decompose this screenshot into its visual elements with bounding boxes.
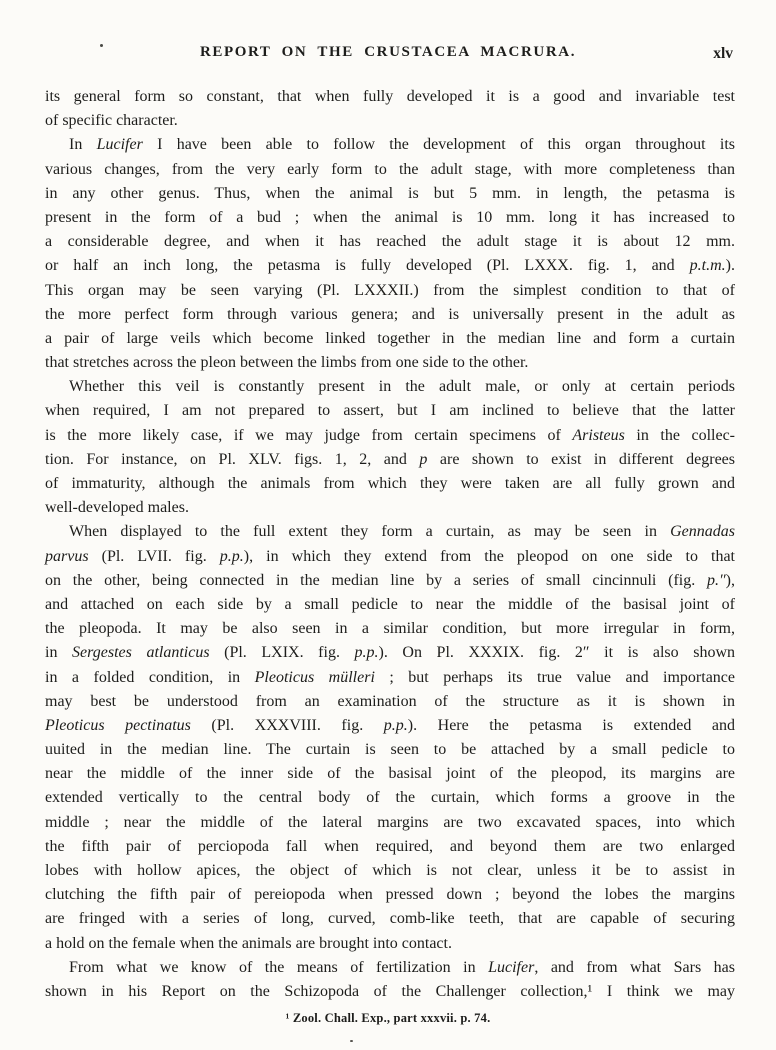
text-line [45, 472, 735, 496]
text-segment: extended vertically to the central body of the curtain, which forms a groove in the [45, 789, 735, 807]
text-segment: ; but perhaps its true value and importance [374, 668, 735, 686]
italic-text: Lucifer [96, 136, 143, 154]
text-segment: When displayed to the full extent they form a curtain, as may be seen in [69, 523, 671, 541]
italic-text: Gennadas [670, 523, 735, 541]
italic-text: p.p. [219, 547, 244, 565]
text-segment: ). [725, 257, 735, 275]
text-line [45, 254, 735, 278]
text-segment: in a folded condition, in [45, 668, 255, 686]
text-line [45, 690, 735, 714]
italic-text: p.p. [354, 644, 379, 662]
text-segment: Whether this veil is constantly present in the adult male, or only at certain periods [69, 378, 735, 396]
text-line [45, 303, 735, 327]
paragraph [45, 520, 735, 955]
text-line [45, 932, 735, 956]
text-segment: is the more likely case, if we may judge from certain specimens of [45, 426, 573, 444]
text-segment: of specific character. [45, 112, 178, 130]
text-line [45, 182, 735, 206]
text-segment: that stretches across the pleon between the limbs from one side to the other. [45, 354, 529, 372]
text-line [45, 109, 735, 133]
italic-text: p [419, 450, 428, 468]
text-segment: the pleopoda. It may be also seen in a similar condition, but more irregular in form, [45, 620, 735, 638]
text-segment: in [45, 644, 73, 662]
text-line [45, 835, 735, 859]
paragraph [45, 375, 735, 520]
text-segment: ), [725, 571, 735, 589]
text-segment: of immaturity, although the animals from which they were taken are all fully grown and [45, 475, 735, 492]
running-title: REPORT ON THE CRUSTACEA MACRURA. [199, 44, 577, 60]
text-line [45, 351, 735, 375]
text-segment: in any other genus. Thus, when the animal is but 5 mm. in length, the petasma is [45, 184, 735, 202]
text-segment: uuited in the median line. The curtain is seen to be attached by a small pedicle to [45, 741, 735, 759]
text-line [45, 714, 735, 738]
text-segment: a pair of large veils which become linked together in the median line and form a curtain [45, 329, 735, 347]
text-segment: may best be understood from an examination of the structure as it is shown in [45, 692, 735, 710]
text-line [45, 158, 735, 182]
text-segment: From what we know of the means of fertilization in [69, 958, 489, 976]
text-segment: and attached on each side by a small pedicle to near the middle of the basisal joint of [45, 595, 735, 613]
text-line [45, 327, 735, 351]
text-segment: (Pl. LXIX. fig. [209, 644, 355, 662]
text-segment: shown in his Report on the Schizopoda of the Challenger collection,¹ I think we may [45, 982, 735, 1000]
text-line [45, 569, 735, 593]
text-segment: (Pl. XXXVIII. fig. [190, 716, 384, 734]
text-line [45, 133, 735, 157]
text-segment: the more perfect form through various genera; and is universally present in the adult as [45, 305, 735, 323]
text-line [45, 424, 735, 448]
text-line [45, 811, 735, 835]
paragraph [45, 956, 735, 1004]
italic-text: Aristeus [572, 426, 625, 444]
page-header [0, 44, 776, 66]
italic-text: p.″ [707, 571, 726, 589]
text-segment: on the other, being connected in the median line by a series of small cincinnuli (fig. [45, 571, 707, 589]
text-line [45, 762, 735, 786]
italic-text: p.t.m. [689, 257, 726, 275]
text-line [45, 980, 735, 1004]
text-line [45, 496, 735, 520]
text-line [45, 738, 735, 762]
text-segment: tion. For instance, on Pl. XLV. figs. 1, 2, and [45, 450, 420, 468]
text-line [45, 907, 735, 931]
text-segment: in the collec- [624, 426, 736, 444]
text-segment: lobes with hollow apices, the object of which is not clear, unless it be to assist in [45, 862, 735, 879]
text-line [45, 666, 735, 690]
text-segment: , and from what Sars has [534, 958, 736, 976]
italic-text: parvus [45, 547, 89, 565]
text-segment: ), in which they extend from the pleopod on one side to that [243, 547, 735, 565]
text-line [45, 883, 735, 907]
italic-text: Sergestes atlanticus [72, 644, 210, 662]
italic-text: Pleoticus mülleri [254, 668, 375, 686]
paragraph [45, 85, 735, 133]
scan-artifact-dot [350, 1040, 353, 1042]
text-segment: or half an inch long, the petasma is fully developed (Pl. LXXX. fig. 1, and [45, 257, 690, 275]
text-line [45, 399, 735, 423]
page-number: xlv [713, 45, 733, 62]
italic-text: Pleoticus pectinatus [45, 716, 191, 734]
text-segment: are fringed with a series of long, curved, comb-like teeth, that are capable of securing [45, 910, 735, 928]
text-line [45, 956, 735, 980]
text-segment: a considerable degree, and when it has reached the adult stage it is about 12 mm. [45, 233, 735, 251]
text-segment: (Pl. LVII. fig. [88, 547, 220, 565]
text-segment: clutching the fifth pair of pereiopoda when pressed down ; beyond the lobes the margins [45, 886, 735, 904]
text-line [45, 206, 735, 230]
text-segment: middle ; near the middle of the lateral margins are two excavated spaces, into which [45, 813, 735, 831]
text-segment: present in the form of a bud ; when the animal is 10 mm. long it has increased to [45, 208, 735, 226]
text-segment: a hold on the female when the animals are brought into contact. [45, 934, 452, 952]
text-segment: near the middle of the inner side of the basisal joint of the pleopod, its margins are [45, 765, 735, 783]
text-line [45, 617, 735, 641]
text-line [45, 279, 735, 303]
text-segment: are shown to exist in different degrees [427, 450, 735, 468]
text-line [45, 859, 735, 883]
text-line [45, 520, 735, 544]
text-segment: the fifth pair of perciopoda fall when required, and beyond them are two enlarged [45, 837, 735, 855]
text-line [45, 85, 735, 109]
page-body [45, 85, 735, 1004]
text-segment: I have been able to follow the development of this organ throughout its [142, 136, 736, 154]
text-segment: This organ may be seen varying (Pl. LXXXII.) from the simplest condition to that of [45, 281, 735, 299]
text-line [45, 786, 735, 810]
text-segment: when required, I am not prepared to assert, but I am inclined to believe that the latter [45, 402, 735, 420]
italic-text: Lucifer [488, 958, 535, 976]
text-segment: its general form so constant, that when fully developed it is a good and invariable test [45, 88, 735, 105]
text-line [45, 641, 735, 665]
italic-text: p.p. [383, 716, 408, 734]
text-line [45, 545, 735, 569]
text-line [45, 448, 735, 472]
text-segment: ). On Pl. XXXIX. fig. 2″ it is also shown [378, 644, 736, 662]
text-segment: In [69, 136, 97, 154]
text-segment: various changes, from the very early form to the adult stage, with more completeness than [45, 160, 735, 178]
text-segment: ). Here the petasma is extended and [407, 716, 736, 734]
text-line [45, 375, 735, 399]
paragraph [45, 133, 735, 375]
text-line [45, 593, 735, 617]
text-line [45, 230, 735, 254]
text-segment: well-developed males. [45, 499, 189, 517]
footnote: ¹ Zool. Chall. Exp., part xxxvii. p. 74. [285, 1011, 491, 1025]
